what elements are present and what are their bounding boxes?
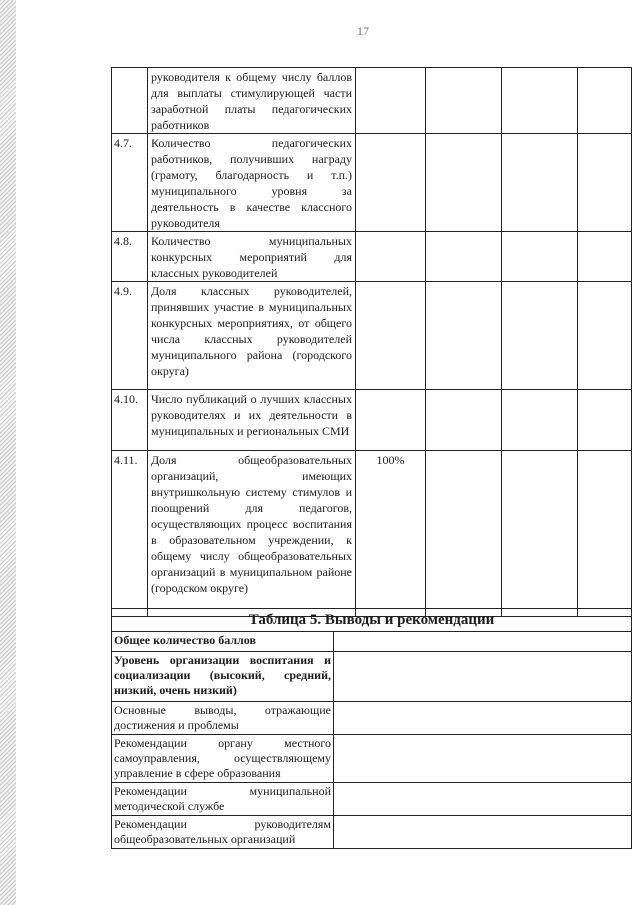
row-value [334,702,632,735]
empty-cell [578,451,632,617]
empty-cell [578,282,632,390]
empty-cell [426,232,502,282]
row-description: руководителя к общему числу баллов для выплаты стимулирующей части заработной платы педагогических работников [148,68,356,134]
table-row [112,783,632,816]
empty-cell [426,390,502,451]
table-row [112,390,632,451]
empty-cell [426,451,502,617]
empty-cell [578,134,632,232]
row-label: Основные выводы, отражающие достижения и проблемы [112,702,334,735]
row-number: 4.7. [112,134,148,232]
row-value [356,68,426,134]
row-value [334,816,632,849]
page-number: 17 [357,24,369,38]
table-title: Таблица 5. Выводы и рекомендации [112,609,632,632]
table-row [112,702,632,735]
table-row [112,816,632,849]
row-description: Количество педагогических работников, получивших награду (грамоту, благодарность и т.п.) муниципального уровня за деятельность в качестве классного руководителя [148,134,356,232]
row-value [356,232,426,282]
row-value: 100% [356,451,426,617]
table-row [112,632,632,652]
table-row [112,68,632,134]
row-number: 4.10. [112,390,148,451]
scan-edge [0,0,16,905]
table-row [112,232,632,282]
empty-cell [578,232,632,282]
row-label: Рекомендации муниципальной методической службе [112,783,334,816]
row-label: Рекомендации руководителям общеобразовательных организаций [112,816,334,849]
empty-cell [426,282,502,390]
empty-cell [426,134,502,232]
row-label: Общее количество баллов [112,632,334,652]
empty-cell [502,68,578,134]
indicator-table [111,67,632,617]
table-title-row [112,609,632,632]
table-row [112,451,632,617]
table-row [112,735,632,783]
row-value [334,735,632,783]
row-label: Уровень организации воспитания и социализации (высокий, средний, низкий, очень низкий) [112,652,334,702]
row-value [334,652,632,702]
row-value [334,783,632,816]
row-description: Доля общеобразовательных организаций, имеющих внутришкольную систему стимулов и поощрений для педагогов, осуществляющих процесс воспитания в образовательном учреждении, к общему числу общеобразовательных организаций в муниципальном районе (городском округе) [148,451,356,617]
row-number: 4.8. [112,232,148,282]
row-label: Рекомендации органу местного самоуправления, осуществляющему управление в сфере образования [112,735,334,783]
empty-cell [578,68,632,134]
empty-cell [578,390,632,451]
empty-cell [502,451,578,617]
row-description: Количество муниципальных конкурсных мероприятий для классных руководителей [148,232,356,282]
row-value [356,134,426,232]
row-number: 4.9. [112,282,148,390]
empty-cell [426,68,502,134]
row-value [334,632,632,652]
empty-cell [502,232,578,282]
table-row [112,282,632,390]
empty-cell [502,390,578,451]
table-row [112,134,632,232]
empty-cell [502,282,578,390]
empty-cell [502,134,578,232]
row-number [112,68,148,134]
table-row [112,652,632,702]
conclusions-table [111,608,632,849]
row-value [356,390,426,451]
row-description: Число публикаций о лучших классных руководителях и их деятельности в муниципальных и региональных СМИ [148,390,356,451]
row-value [356,282,426,390]
row-number: 4.11. [112,451,148,617]
row-description: Доля классных руководителей, принявших участие в муниципальных конкурсных мероприятиях, от общего числа классных руководителей муниципального района (городского округа) [148,282,356,390]
